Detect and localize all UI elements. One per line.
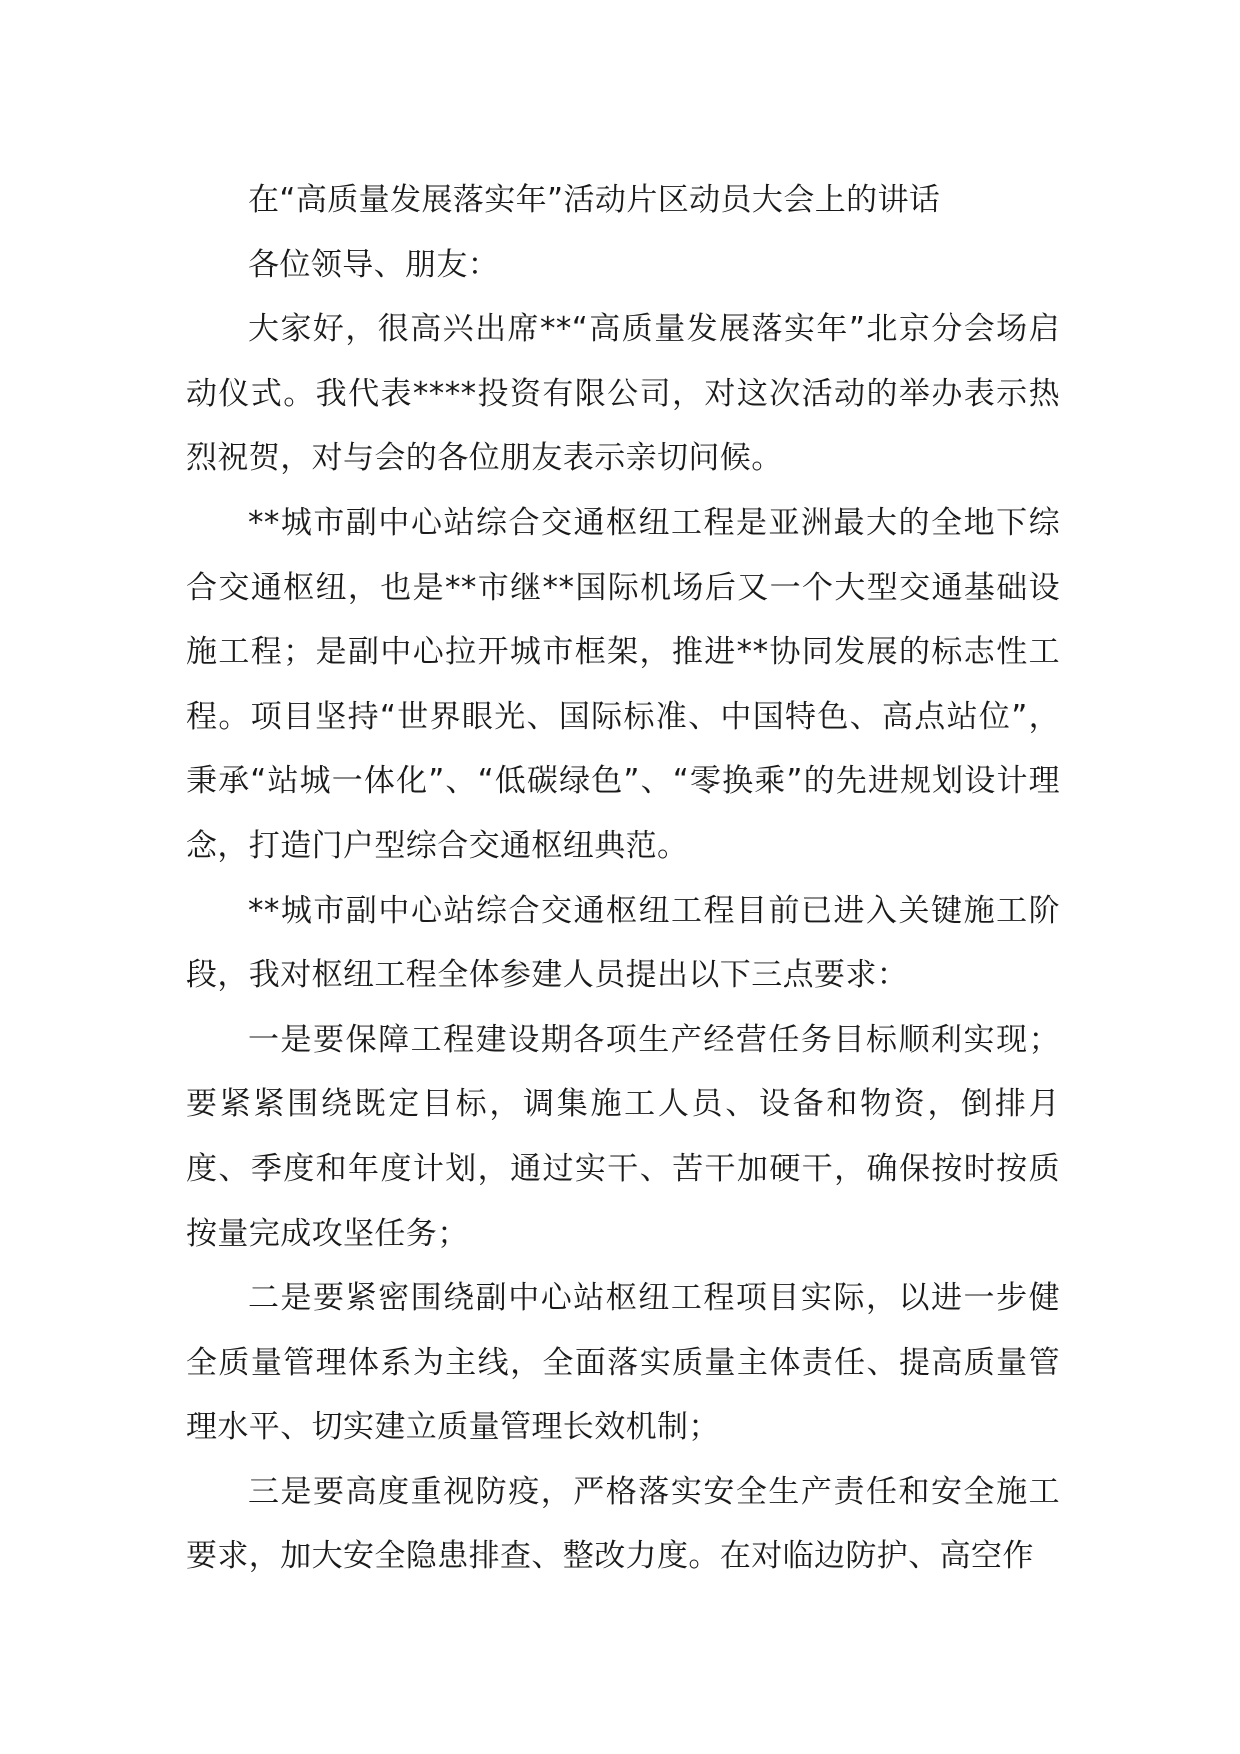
- paragraph-project-intro: **城市副中心站综合交通枢纽工程是亚洲最大的全地下综合交通枢纽，也是**市继**国际机场后又一个大型交通基础设施工程；是副中心拉开城市框架，推进**协同发展的标志性工程。项目坚持“世界眼光、国际标准、中国特色、高点站位”，秉承“站城一体化”、“低碳绿色”、“零换乘”的先进规划设计理念，打造门户型综合交通枢纽典范。: [186, 504, 1060, 864]
- paragraph-requirement-three: 三是要高度重视防疫，严格落实安全生产责任和安全施工要求，加大安全隐患排查、整改力度。在对临边防护、高空作: [186, 1473, 1060, 1575]
- document-title: 在“高质量发展落实年”活动片区动员大会上的讲话: [248, 182, 941, 218]
- paragraph-requirement-one: 一是要保障工程建设期各项生产经营任务目标顺利实现；要紧紧围绕既定目标，调集施工人员、设备和物资，倒排月度、季度和年度计划，通过实干、苦干加硬干，确保按时按质按量完成攻坚任务；: [186, 1021, 1060, 1252]
- paragraph-requirements-intro: **城市副中心站综合交通枢纽工程目前已进入关键施工阶段，我对枢纽工程全体参建人员提出以下三点要求：: [186, 892, 1060, 994]
- paragraph-opening: 大家好，很高兴出席**“高质量发展落实年”北京分会场启动仪式。我代表****投资有限公司，对这次活动的举办表示热烈祝贺，对与会的各位朋友表示亲切问候。: [186, 311, 1060, 477]
- paragraph-requirement-two: 二是要紧密围绕副中心站枢纽工程项目实际，以进一步健全质量管理体系为主线，全面落实质量主体责任、提高质量管理水平、切实建立质量管理长效机制；: [186, 1280, 1060, 1446]
- document-body: [186, 168, 1060, 1589]
- salutation: 各位领导、朋友：: [248, 246, 500, 283]
